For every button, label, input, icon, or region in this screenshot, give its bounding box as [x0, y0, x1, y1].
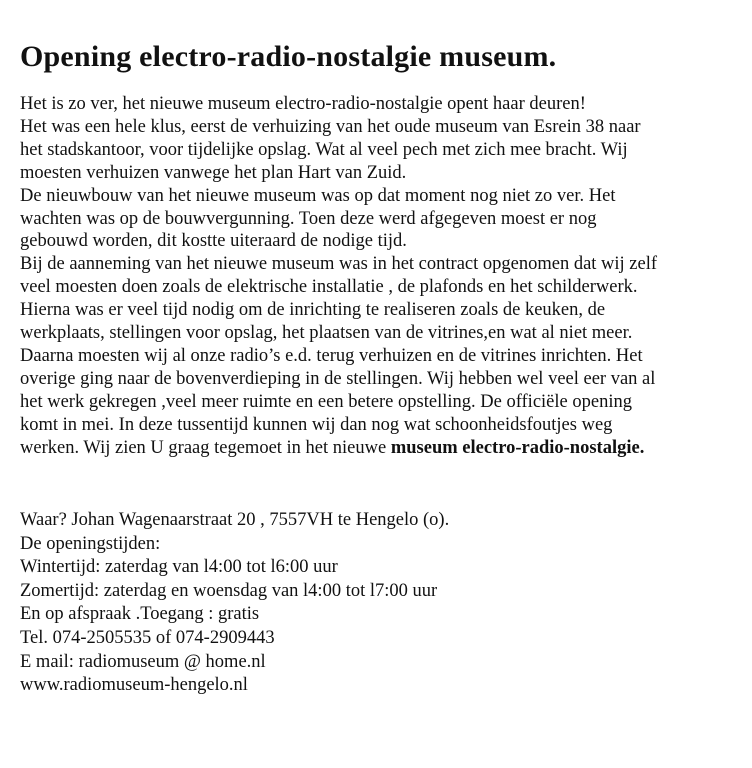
body-line: Hierna was er veel tijd nodig om de inrichting te realiseren zoals de keuken, de	[20, 300, 606, 321]
info-phone: Tel. 074-2505535 of 074-2909443	[20, 627, 275, 648]
body-line: het stadskantoor, voor tijdelijke opslag. Wat al veel pech met zich mee bracht. Wij	[20, 139, 628, 160]
visitor-info	[20, 509, 740, 698]
body-line: Het was een hele klus, eerst de verhuizing van het oude museum van Esrein 38 naar	[20, 116, 641, 137]
body-line-last	[20, 437, 750, 460]
body-line: komt in mei. In deze tussentijd kunnen wij dan nog wat schoonheidsfoutjes weg	[20, 414, 613, 435]
body-line: werkplaats, stellingen voor opslag, het plaatsen van de vitrines,en wat al niet meer.	[20, 323, 633, 344]
museum-name-bold: museum electro-radio-nostalgie.	[390, 437, 645, 458]
info-winter-hours: Wintertijd: zaterdag van l4:00 tot l6:00 uur	[20, 557, 338, 578]
body-line: De nieuwbouw van het nieuwe museum was op dat moment nog niet zo ver. Het	[20, 185, 616, 206]
document-title: Opening electro-radio-nostalgie museum.	[20, 40, 557, 73]
body-line: moesten verhuizen vanwege het plan Hart van Zuid.	[20, 162, 407, 183]
body-line: het werk gekregen ,veel meer ruimte en een betere opstelling. De officiële opening	[20, 391, 632, 412]
info-admission: En op afspraak .Toegang : gratis	[20, 604, 260, 625]
body-line: wachten was op de bouwvergunning. Toen deze werd afgegeven moest er nog	[20, 208, 597, 229]
body-line: overige ging naar de bovenverdieping in de stellingen. Wij hebben wel veel eer van al	[20, 368, 656, 389]
body-line: Daarna moesten wij al onze radio’s e.d. terug verhuizen en de vitrines inrichten. Het	[20, 345, 643, 366]
info-email: E mail: radiomuseum @ home.nl	[20, 651, 266, 672]
info-address: Waar? Johan Wagenaarstraat 20 , 7557VH te Hengelo (o).	[20, 510, 450, 530]
body-line-last-text: werken. Wij zien U graag tegemoet in het nieuwe	[20, 437, 391, 458]
body-line: gebouwd worden, dit kostte uiteraard de nodige tijd.	[20, 231, 407, 252]
info-website: www.radiomuseum-hengelo.nl	[20, 675, 248, 696]
article-body	[20, 93, 750, 460]
body-line: Bij de aanneming van het nieuwe museum was in het contract opgenomen dat wij zelf	[20, 254, 658, 275]
info-summer-hours: Zomertijd: zaterdag en woensdag van l4:00 tot l7:00 uur	[20, 580, 438, 601]
body-line: Het is zo ver, het nieuwe museum electro-radio-nostalgie opent haar deuren!	[20, 94, 586, 114]
body-line: veel moesten doen zoals de elektrische installatie , de plafonds en het schilderwerk.	[20, 277, 638, 298]
info-hours-heading: De openingstijden:	[20, 533, 161, 554]
